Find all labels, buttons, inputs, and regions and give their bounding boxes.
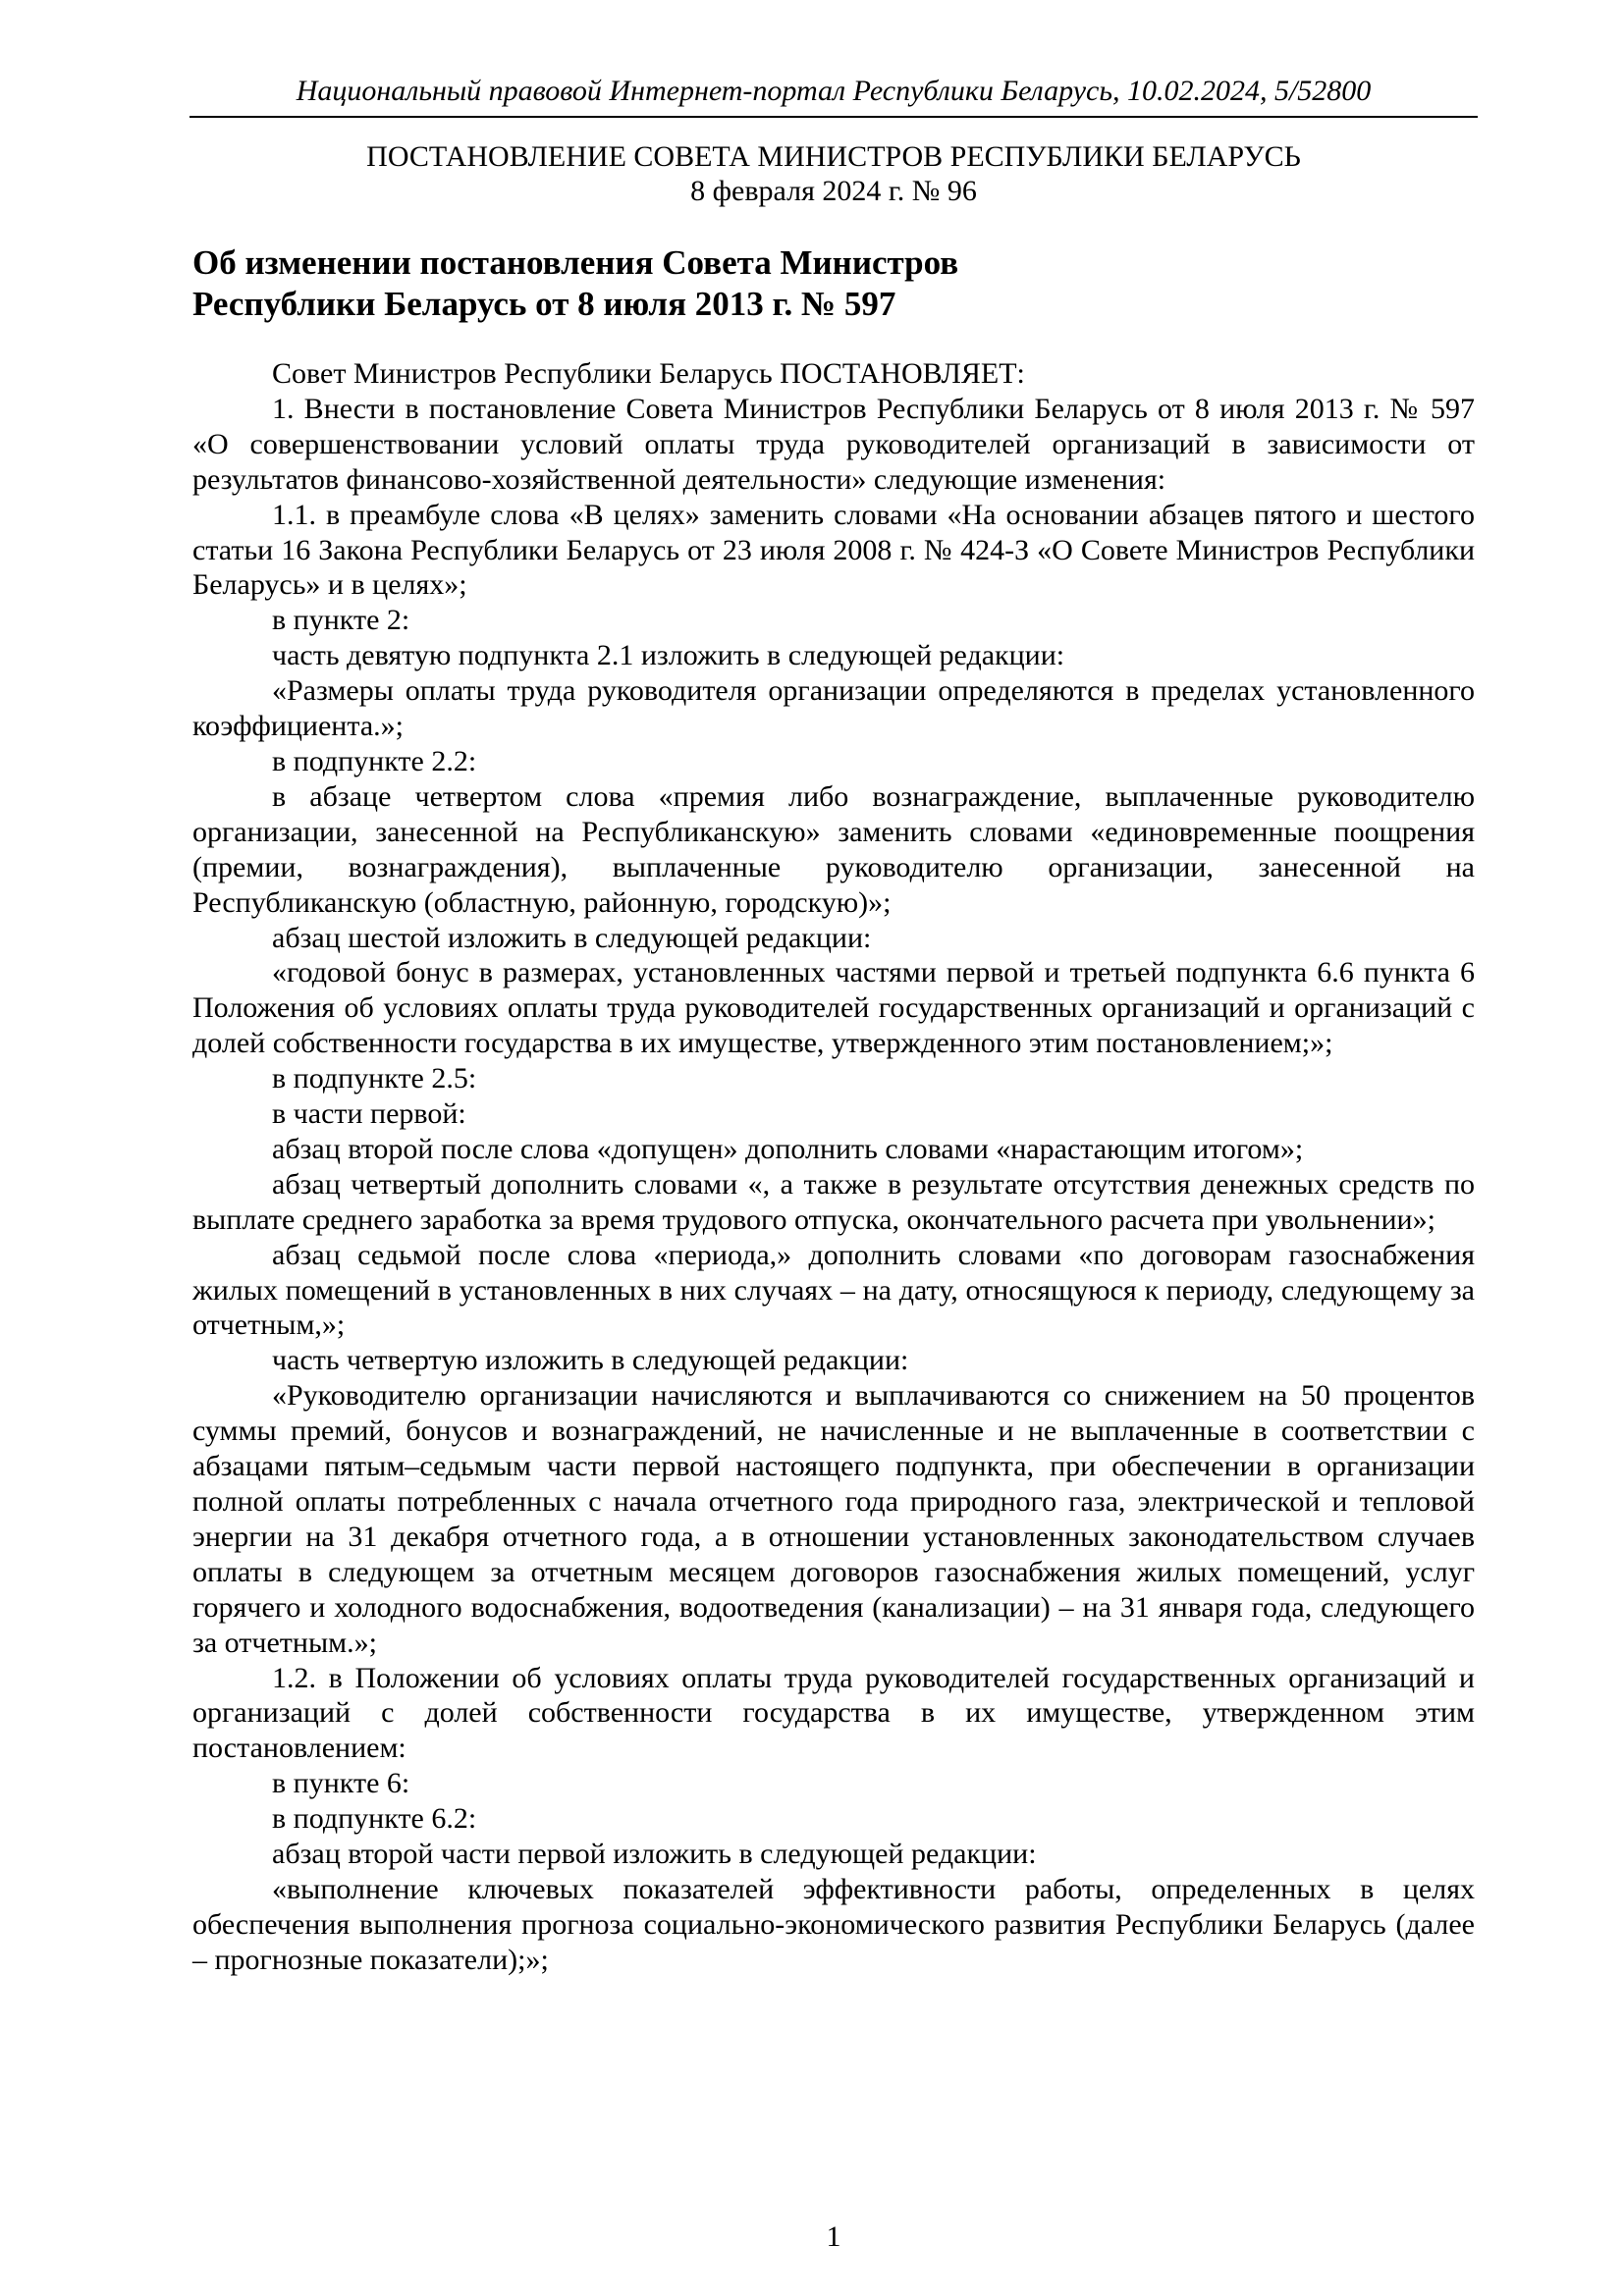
paragraph: «Руководителю организации начисляются и выплачиваются со снижением на 50 процентов суммы премий, бонусов и вознаграждений, не начисленные и не выплаченные в соответствии с абзацами пятым–седьмым части первой настоящего подпункта, при обеспечении в организации полной оплаты потребленных с начала отчетного года природного газа, электрической и тепловой энергии на 31 декабря отчетного года, а в отношении установленных законодательством случаев оплаты в следующем за отчетным месяцем договоров газоснабжения жилых помещений, услуг горячего и холодного водоснабжения, водоотведения (канализации) – на 31 января года, следующего за отчетным.»; <box>192 1379 1475 1659</box>
portal-header: Национальный правовой Интернет-портал Республики Беларусь, 10.02.2024, 5/52800 <box>296 75 1372 107</box>
paragraph: абзац второй части первой изложить в следующей редакции: <box>272 1838 1037 1871</box>
page-number: 1 <box>826 2220 841 2253</box>
paragraph: в пункте 2: <box>272 604 410 637</box>
paragraph: «годовой бонус в размерах, установленных частями первой и третьей подпункта 6.6 пункта 6 Положения об условиях оплаты труда руководителей государственных организаций и организаций с долей собственности государства в их имуществе, утвержденного этим постановлением;»; <box>192 956 1475 1060</box>
paragraph: в абзаце четвертом слова «премия либо вознаграждение, выплаченные руководителю организации, занесенной на Республиканскую» заменить словами «единовременные поощрения (премии, вознаграждения), выплаченные руководителю организации, занесенной на Республиканскую (областную, районную, городскую)»; <box>192 779 1475 919</box>
paragraph: 1.2. в Положении об условиях оплаты труда руководителей государственных организаций и организаций с долей собственности государства в их имуществе, утвержденном этим постановлением: <box>192 1661 1475 1765</box>
paragraph: в подпункте 2.5: <box>272 1062 477 1095</box>
paragraph: абзац второй после слова «допущен» дополнить словами «нарастающим итогом»; <box>272 1132 1304 1165</box>
paragraph: часть девятую подпункта 2.1 изложить в следующей редакции: <box>272 639 1065 672</box>
paragraph: «выполнение ключевых показателей эффективности работы, определенных в целях обеспечения выполнения прогноза социально-экономического развития Республики Беларусь (далее – прогнозные показатели);»; <box>192 1872 1475 1976</box>
paragraph: 1.1. в преамбуле слова «В целях» заменить словами «На основании абзацев пятого и шестого статьи 16 Закона Республики Беларусь от 23 июля 2008 г. № 424-З «О Совете Министров Республики Беларусь» и в целях»; <box>192 498 1475 602</box>
paragraph: абзац четвертый дополнить словами «, а также в результате отсутствия денежных средств по выплате среднего заработка за время трудового отпуска, окончательного расчета при увольнении»; <box>192 1167 1475 1236</box>
paragraph: в подпункте 6.2: <box>272 1802 477 1836</box>
title-line: Республики Беларусь от 8 июля 2013 г. № 597 <box>192 285 896 323</box>
paragraph: 1. Внести в постановление Совета Министров Республики Беларусь от 8 июля 2013 г. № 597 «О совершенствовании условий оплаты труда руководителей организаций в зависимости от результатов финансово-хозяйственной деятельности» следующие изменения: <box>192 392 1475 496</box>
paragraph: абзац седьмой после слова «периода,» дополнить словами «по договорам газоснабжения жилых помещений в установленных в них случаях – на дату, относящуюся к периоду, следующему за отчетным,»; <box>192 1238 1475 1342</box>
document-type: ПОСТАНОВЛЕНИЕ СОВЕТА МИНИСТРОВ РЕСПУБЛИКИ БЕЛАРУСЬ <box>366 140 1301 173</box>
paragraph: в подпункте 2.2: <box>272 744 477 777</box>
document-body <box>192 356 1475 1978</box>
paragraph: часть четвертую изложить в следующей редакции: <box>272 1344 909 1377</box>
header-divider <box>189 116 1478 118</box>
paragraph: «Размеры оплаты труда руководителя организации определяются в пределах установленного коэффициента.»; <box>192 674 1475 743</box>
paragraph: в части первой: <box>272 1097 466 1131</box>
title-line: Об изменении постановления Совета Министров <box>192 243 959 282</box>
document-title <box>192 242 1475 325</box>
document-date-number: 8 февраля 2024 г. № 96 <box>690 175 977 207</box>
paragraph: Совет Министров Республики Беларусь ПОСТАНОВЛЯЕТ: <box>272 357 1025 390</box>
paragraph: абзац шестой изложить в следующей редакции: <box>272 921 872 954</box>
paragraph: в пункте 6: <box>272 1767 410 1800</box>
